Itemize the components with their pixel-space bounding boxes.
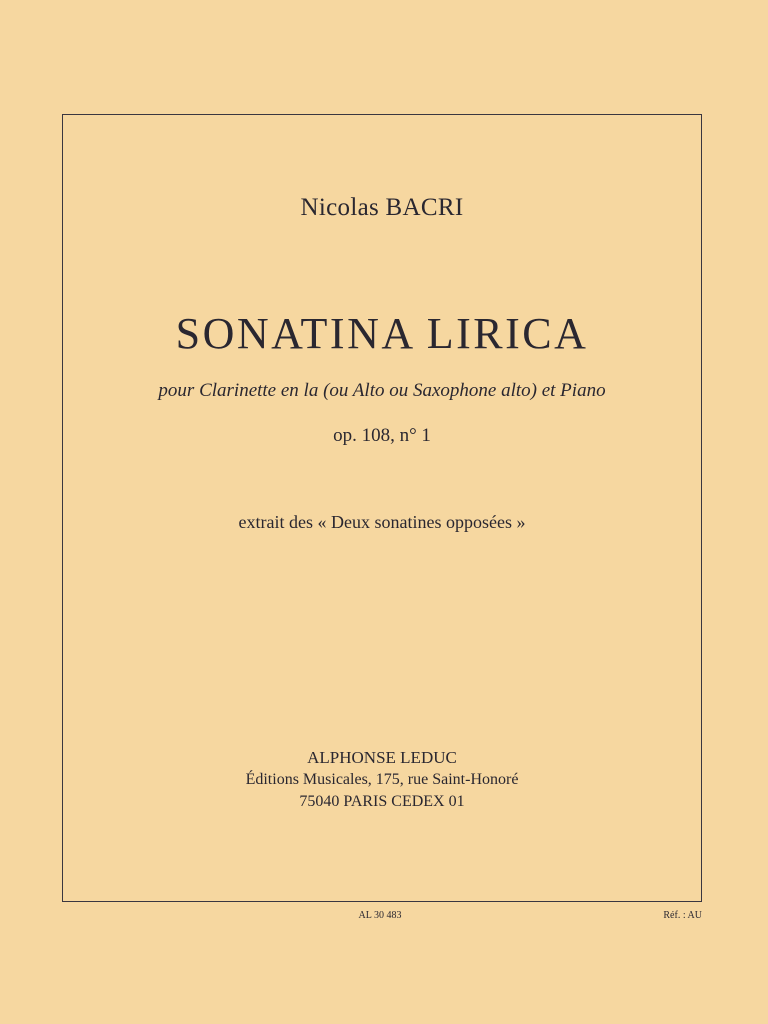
publisher-city: 75040 PARIS CEDEX 01	[299, 793, 465, 810]
composer-name: Nicolas BACRI	[300, 194, 464, 221]
instrumentation: pour Clarinette en la (ou Alto ou Saxophone alto) et Piano	[158, 380, 606, 401]
reference-code: Réf. : AU	[663, 910, 702, 921]
opus-number: op. 108, n° 1	[333, 425, 431, 446]
work-title: SONATINA LIRICA	[175, 309, 589, 358]
publisher-name: ALPHONSE LEDUC	[307, 748, 457, 767]
catalog-number: AL 30 483	[358, 910, 402, 921]
extract-note: extrait des « Deux sonatines opposées »	[238, 512, 526, 532]
publisher-address: Éditions Musicales, 175, rue Saint-Honoré	[245, 771, 519, 788]
